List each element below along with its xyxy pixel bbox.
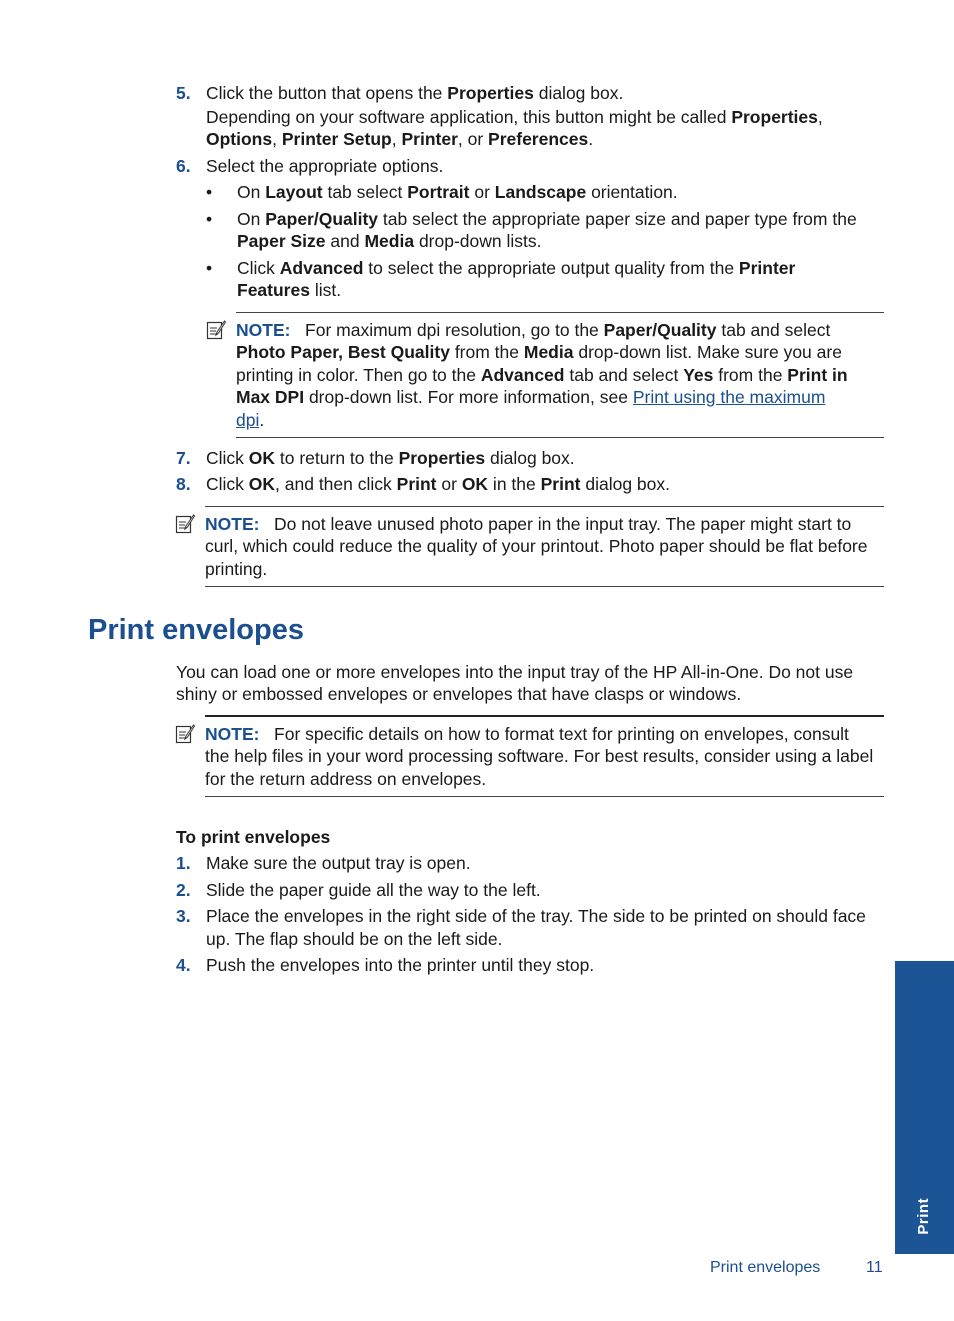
bullet-marker: • — [206, 209, 213, 229]
note-line2: Photo Paper, Best Quality from the Media drop-down list. Make sure you are — [236, 342, 842, 362]
step-text: Slide the paper guide all the way to the left. — [206, 880, 541, 900]
note-line1: NOTE: For specific details on how to format text for printing on envelopes, consult — [205, 724, 849, 744]
link-print-max-dpi-cont[interactable]: dpi — [236, 410, 260, 430]
step-text-line2: up. The flap should be on the left side. — [206, 929, 503, 949]
section-heading: Print envelopes — [88, 614, 304, 646]
bullet-marker: • — [206, 258, 213, 278]
step-number: 6. — [176, 156, 191, 176]
procedure-title: To print envelopes — [176, 827, 331, 847]
note-bottom-divider — [205, 586, 884, 587]
note-top-divider — [205, 715, 884, 717]
note-bottom-divider — [236, 437, 884, 438]
footer-page-number: 11 — [866, 1259, 883, 1276]
chapter-side-tab-label: Print — [915, 1197, 933, 1235]
bullet-advanced-line2: Features list. — [237, 280, 342, 300]
step-text-line1: Place the envelopes in the right side of the tray. The side to be printed on should face — [206, 906, 866, 926]
note-pencil-icon — [175, 724, 195, 744]
note-bottom-divider — [205, 796, 884, 797]
step-number: 8. — [176, 474, 191, 494]
note-line5: dpi. — [236, 410, 265, 430]
note-line1: NOTE: For maximum dpi resolution, go to the Paper/Quality tab and select — [236, 320, 831, 340]
bullet-layout: On Layout tab select Portrait or Landscape orientation. — [237, 182, 678, 202]
step-text: Select the appropriate options. — [206, 156, 444, 176]
bullet-marker: • — [206, 182, 213, 202]
step-number: 3. — [176, 906, 191, 926]
note-line2: the help files in your word processing software. For best results, consider using a label — [205, 746, 874, 766]
bullet-advanced-line1: Click Advanced to select the appropriate output quality from the Printer — [237, 258, 796, 278]
step-text: Click OK, and then click Print or OK in the Print dialog box. — [206, 474, 670, 494]
step-number: 1. — [176, 853, 191, 873]
step-text: Click OK to return to the Properties dialog box. — [206, 448, 575, 468]
footer-section-title: Print envelopes — [710, 1259, 821, 1276]
bullet-paper-quality-line1: On Paper/Quality tab select the appropriate paper size and paper type from the — [237, 209, 857, 229]
note-line3: printing in color. Then go to the Advanced tab and select Yes from the Print in — [236, 365, 848, 385]
note-pencil-icon — [175, 514, 195, 534]
note-top-divider — [205, 506, 884, 507]
step-number: 5. — [176, 83, 191, 103]
note-line1: NOTE: Do not leave unused photo paper in the input tray. The paper might start to — [205, 514, 852, 534]
note-top-divider — [236, 312, 884, 313]
step-detail-line2: Options, Printer Setup, Printer, or Preferences. — [206, 129, 594, 149]
intro-line2: shiny or embossed envelopes or envelopes that have clasps or windows. — [176, 684, 742, 704]
step-text: Make sure the output tray is open. — [206, 853, 471, 873]
step-number: 7. — [176, 448, 191, 468]
bullet-paper-quality-line2: Paper Size and Media drop-down lists. — [237, 231, 542, 251]
link-print-max-dpi[interactable]: Print using the maximum — [632, 387, 826, 407]
step-text: Click the button that opens the Properties dialog box. — [206, 83, 624, 103]
note-line3: for the return address on envelopes. — [205, 769, 487, 789]
step-number: 4. — [176, 955, 191, 975]
step-text: Push the envelopes into the printer until they stop. — [206, 955, 595, 975]
note-pencil-icon — [206, 320, 226, 340]
note-line2: curl, which could reduce the quality of your printout. Photo paper should be flat before — [205, 536, 868, 556]
note-line3: printing. — [205, 559, 268, 579]
intro-line1: You can load one or more envelopes into the input tray of the HP All-in-One. Do not use — [176, 662, 854, 682]
step-number: 2. — [176, 880, 191, 900]
step-detail-line1: Depending on your software application, this button might be called Properties, — [206, 107, 823, 127]
note-line4: Max DPI drop-down list. For more information, see Print using the maximum — [236, 387, 826, 407]
chapter-side-tab — [895, 961, 954, 1254]
